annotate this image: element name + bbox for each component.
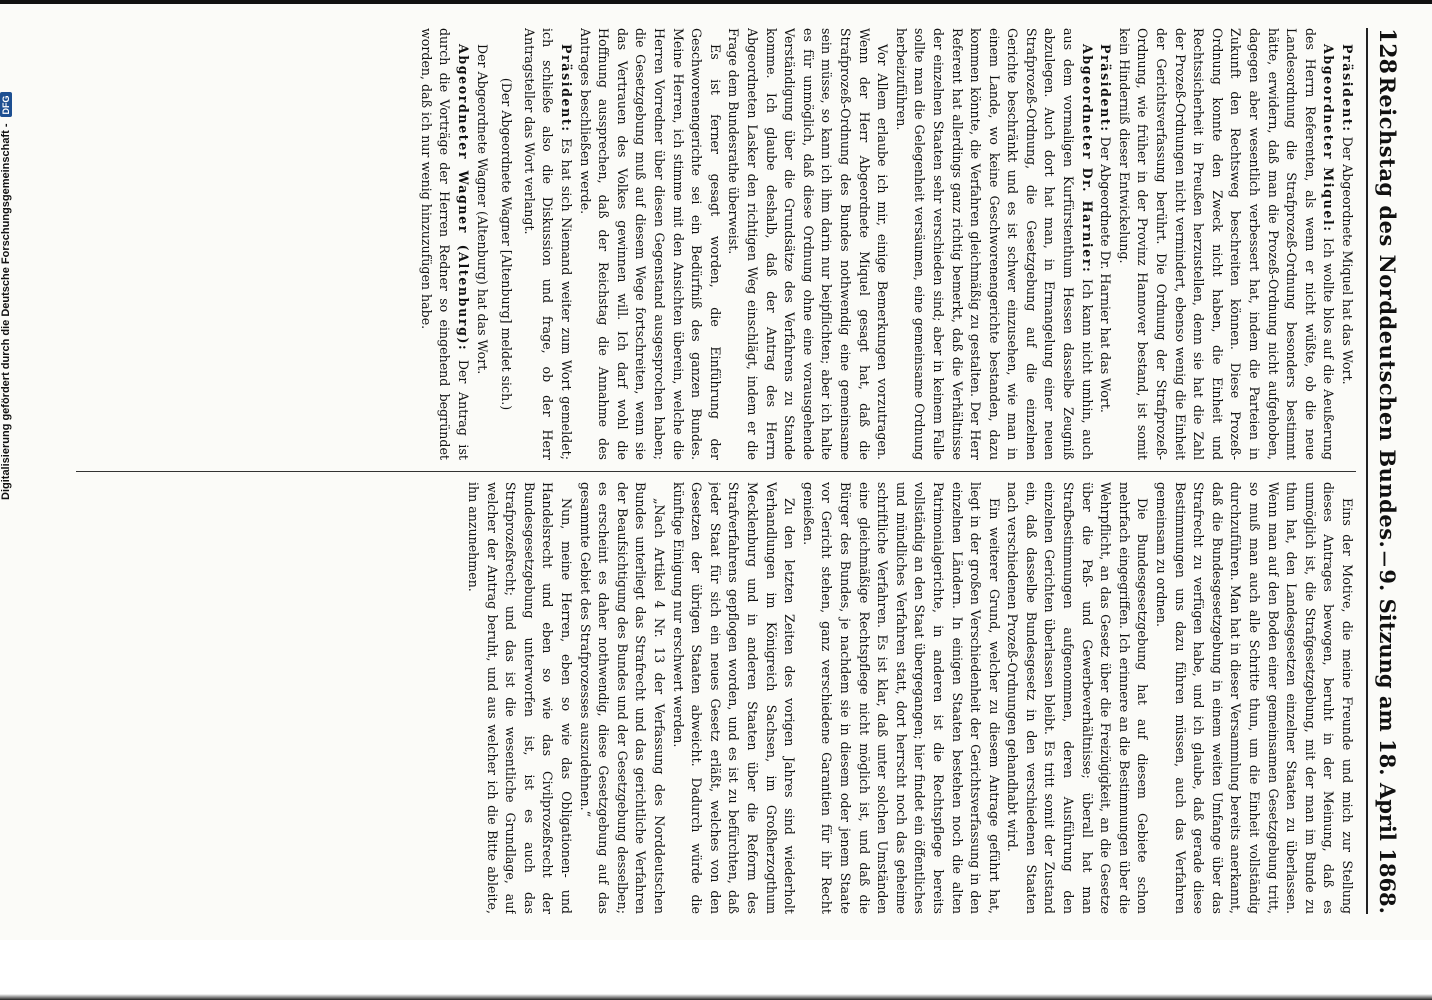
paragraph-text: Der Abgeordnete Miquel hat das Wort.	[1340, 136, 1355, 385]
paragraph-text: Es hat sich Niemand weiter zum Wort gemeldet; ich schließe also die Diskussion und frage, ob der Herr Antragsteller das Wort verlangt.	[521, 28, 575, 460]
paragraph	[472, 28, 491, 460]
header-title: Reichstag des Norddeutschen Bundes.	[1375, 76, 1400, 549]
paragraph-text: Zu den letzten Zeiten des vorigen Jahres sind wiederholt Verhandlungen im Königreich Sachsen, im Großherzogthum Mecklenburg und in anderen Staaten über die Reform des Strafverfahrens gepflogen worden, und es ist zu befürchten, daß jeder Staat für sich ein neues Gesetz erläßt, welches von den Gesetzen der übrigen Staaten abweicht. Dadurch würde die künftige Einigung nur erschwert werden.	[670, 482, 798, 914]
paragraph-text: Der Abgeordnete Wagner (Altenburg) hat das Wort.	[474, 44, 490, 375]
paragraph-text: (Der Abgeordnete Wagner [Altenburg] meldet sich.)	[499, 77, 515, 411]
credit-text: Digitalisierung gefördert durch die Deutsche Forschungsgemeinschaft -	[0, 123, 12, 500]
speaker-name: Präsident:	[1098, 44, 1114, 133]
speaker-name: Abgeordneter Dr. Harnier:	[1079, 44, 1095, 274]
paragraph	[724, 28, 891, 460]
session-date: 9. Sitzung am 18. April 1868.	[1375, 569, 1400, 914]
paragraph-text: Ein weiterer Grund, welcher zu diesem Antrage geführt hat, liegt in der großen Verschiedenheit der Gerichtsverfassung in den einzelnen Ländern. In einigen Staaten bestehen noch die alten Patrimonialgerichte, in anderen ist die Rechtspflege bereits vollständig an den Staat übergegangen; hier findet ein öffentliches und mündliches Verfahren statt, dort herrscht noch das geheime schriftliche Verfahren. Es ist klar, daß unter solchen Umständen eine gleichmäßige Rechtspflege nicht möglich ist, und daß die Bürger des Bundes, je nachdem sie in diesem oder jenem Staate vor Gericht stehen, ganz verschiedene Garantien für ihr Recht genießen.	[800, 482, 1002, 914]
scan-edge-bottom	[0, 994, 1432, 1000]
paragraph-text: Eins der Motive, die meine Freunde und mich zur Stellung dieses Antrages bewogen, beruht in der Meinung, daß es unmöglich ist, die Strafgesetzgebung, mit der man im Bunde zu thun hat, den Landesgesetzen einzelner Staaten zu überlassen. Wenn man auf den Boden einer gemeinsamen Gesetzgebung tritt, so muß man auch alle Schritte thun, um die Einheit vollständig durchzuführen. Man hat in dieser Versammlung bereits anerkannt, daß die Bundesgesetzgebung in einem weiten Umfange über das Strafrecht zu verfügen habe, und ich glaube, daß gerade diese Bestimmungen uns dazu führen müssen, auch das Verfahren gemeinsam zu ordnen.	[1154, 482, 1355, 914]
paragraph-text: Ich kann nicht umhin, auch aus dem vormaligen Kurfürstenthum Hessen dasselbe Zeugniß abzulegen. Auch dort hat man, in Ermangelung einer neuen Strafprozeß-Ordnung, die Gesetzgebung auf die einzelnen Gerichte beschränkt und es ist schwer einzusehen, wie man in einem Lande, wo keine Geschworenengerichte bestanden, dazu kommen könnte, die Verfahren gleichmäßig zu gestalten. Der Herr Referent hat allerdings ganz richtig bemerkt, daß die Verhältnisse der einzelnen Staaten sehr verschieden sind; aber in keinem Falle sollte man die Gelegenheit versäumen, eine gemeinsame Ordnung herbeizuführen.	[893, 28, 1095, 460]
running-header	[1366, 28, 1400, 914]
paragraph	[416, 28, 472, 460]
paragraph-text: Nun, meine Herren, eben so wie das Obligationen- und Handelsrecht und eben so wie das Civilprozeßrecht der Bundesgesetzgebung unterworfen ist, ist es auch das Strafprozeßrecht; und das ist die wesentliche Grundlage, auf welcher der Antrag beruht, und aus welcher ich die Bitte ableite, ihn anzunehmen.	[466, 482, 575, 914]
paragraph	[464, 482, 576, 914]
speaker-name: Abgeordneter Miquel:	[1321, 44, 1337, 233]
right-column	[76, 482, 1356, 914]
paragraph-text: Die Bundesgesetzgebung hat auf diesem Gebiete schon mehrfach eingegriffen. Ich erinnere an die Bestimmungen über die Wehrpflicht, an das Gesetz über die Freizügigkeit, an die Gesetze über die Paß- und Gewerbeverhältnisse; überall hat man Strafbestimmungen aufgenommen, deren Ausführung den einzelnen Gerichten überlassen bleibt. Es tritt somit der Zustand ein, daß dasselbe Bundesgesetz in den verschiedenen Staaten nach verschiedenen Prozeß-Ordnungen gehandhabt wird.	[1005, 482, 1151, 914]
speaker-name: Präsident:	[559, 44, 575, 133]
paragraph-text: Der Abgeordnete Dr. Harnier hat das Wort.	[1098, 136, 1114, 413]
paragraph	[798, 482, 1003, 914]
paragraph	[891, 28, 1096, 460]
column-divider	[76, 471, 1356, 472]
paragraph-text: Der Antrag ist durch die Vorträge der Herren Redner so eingehend begründet worden, daß ich nur wenig hinzuzufügen habe.	[418, 28, 472, 460]
paragraph	[575, 482, 668, 914]
dfg-logo: DFG	[0, 92, 12, 117]
paragraph	[497, 28, 516, 460]
paragraph-text: Ich wollte blos auf die Aeußerung des Herrn Referenten, als wenn er nicht wüßte, ob die neue Landesordnung die Strafprozeß-Ordnung besonders bestimmt hätte, erwidern, daß man die Prozeß-Ordnung nicht aufgehoben, dagegen aber wesentlich verbessert hat, indem die Parteien in Zukunft den Rechtsweg beschreiten können. Diese Prozeß-Ordnung konnte den Zweck nicht haben, die Einheit und Rechtssicherheit in Preußen herzustellen, denn sie hat die Zahl der Prozeß-Ordnungen nicht vermindert, ebenso wenig die Einheit der Gerichtsverfassung berührt. Die Ordnung der Strafprozeß-Ordnung, wie früher in der Provinz Hannover bestand, ist somit kein Hinderniß dieser Entwickelung.	[1116, 28, 1337, 460]
speaker-name: Abgeordneter Wagner (Altenburg):	[456, 44, 472, 352]
paragraph	[1151, 482, 1356, 914]
paragraph-text: Vor Allem erlaube ich mir, einige Bemerkungen vorzutragen. Wenn der Herr Abgeordnete Miquel gesagt hat, daß die Strafprozeß-Ordnung des Bundes nothwendig eine gemeinsame sein müsse, so kann ich ihm darin nur beipflichten; aber ich halte es für unmöglich, daß diese Ordnung ohne eine vorausgehende Verständigung über die Grundsätze des Verfahrens zu Stande komme. Ich glaube deshalb, daß der Antrag des Herrn Abgeordneten Lasker den richtigen Weg einschlägt, indem er die Frage dem Bundesrathe überweist.	[726, 28, 891, 460]
speaker-name: Präsident:	[1340, 44, 1355, 133]
paragraph	[519, 28, 575, 460]
left-column	[76, 28, 1356, 460]
paragraph	[668, 482, 798, 914]
paragraph	[1114, 28, 1337, 460]
paragraph-text: „Nach Artikel 4 Nr. 13 der Verfassung des Norddeutschen Bundes unterliegt das Strafrecht und das gerichtliche Verfahren der Beaufsichtigung des Bundes und der Gesetzgebung desselben; es erscheint es daher nothwendig, diese Gesetzgebung auf das gesammte Gebiet des Strafprozesses auszudehnen.“	[577, 482, 668, 914]
scan-edge-top	[0, 0, 1432, 4]
text-columns	[76, 28, 1356, 914]
page-number: 128	[1374, 28, 1400, 74]
credit-line	[0, 0, 16, 500]
paragraph	[1003, 482, 1152, 914]
paragraph	[575, 28, 724, 460]
header-dash: —	[1376, 550, 1395, 567]
paragraph-text: Es ist ferner gesagt worden, die Einführung der Geschworenengerichte sei ein Bedürfniß des ganzen Bundes. Meine Herren, ich stimme mit den Ansichten überein, welche die Herren Vorredner über diesen Gegenstand ausgesprochen haben; die Gesetzgebung muß auf diesem Wege fortschreiten, wenn sie das Vertrauen des Volkes gewinnen will. Ich darf wohl die Hoffnung aussprechen, daß der Reichstag die Annahme des Antrages beschließen werde.	[577, 28, 723, 460]
paragraph	[1337, 28, 1356, 460]
paragraph	[1096, 28, 1115, 460]
